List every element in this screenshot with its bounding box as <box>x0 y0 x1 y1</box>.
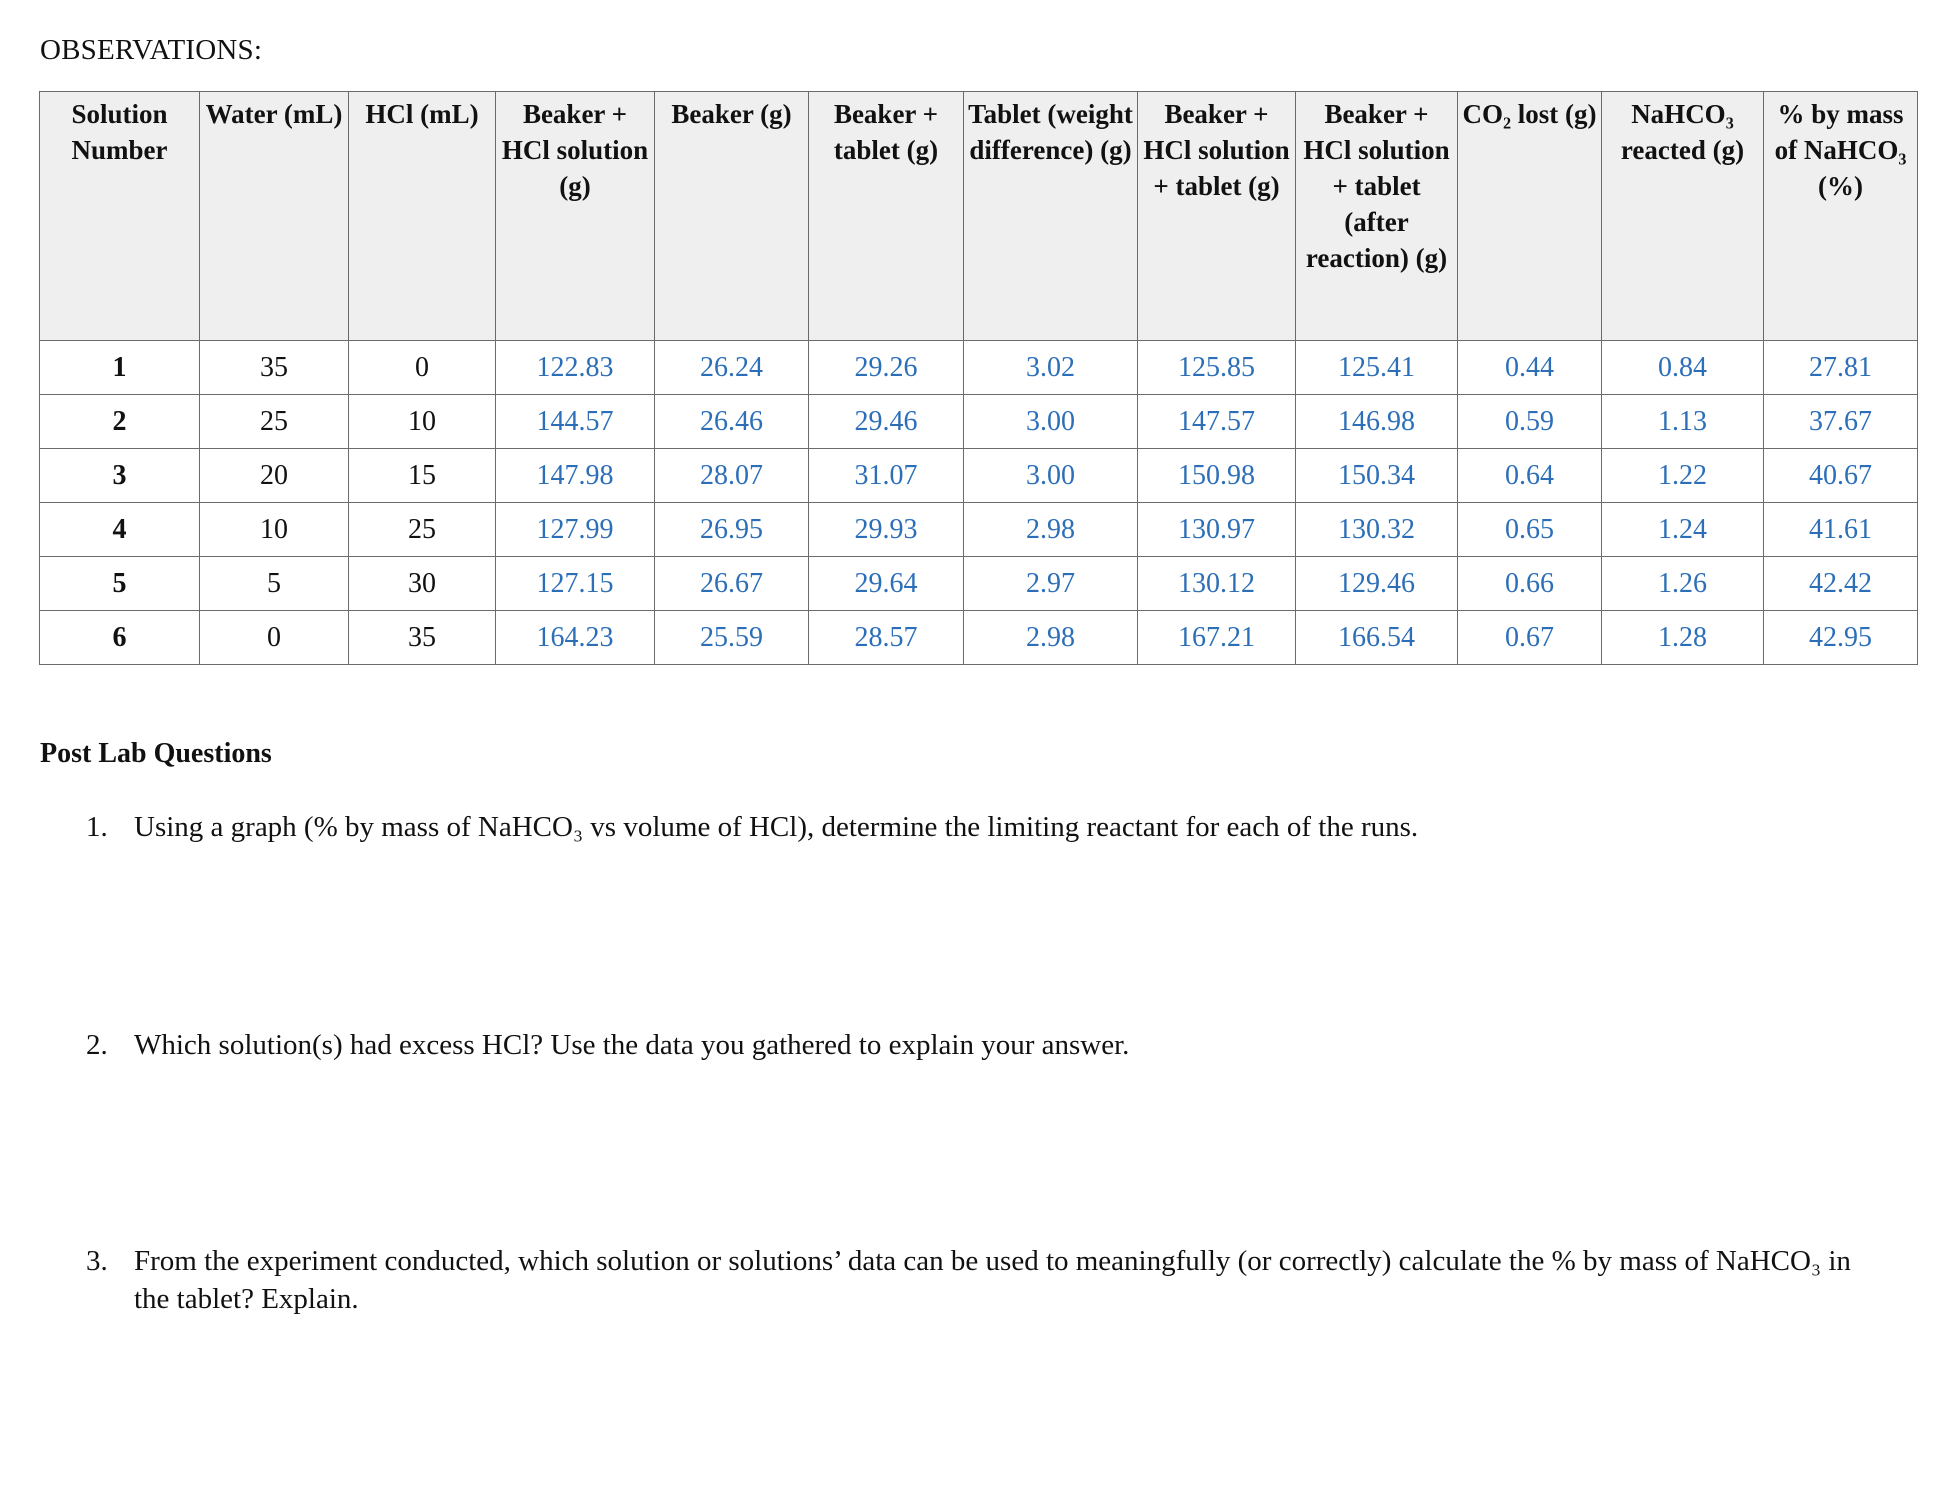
co2-lost-cell: 0.65 <box>1458 503 1602 557</box>
post-lab-heading: Post Lab Questions <box>40 738 272 769</box>
hcl-cell: 0 <box>349 341 496 395</box>
tablet-cell: 3.02 <box>964 341 1138 395</box>
solution-number-cell: 4 <box>40 503 200 557</box>
beaker-hcl-cell: 144.57 <box>496 395 655 449</box>
table-row <box>40 503 1918 557</box>
percent-mass-cell: 37.67 <box>1764 395 1918 449</box>
beaker-hcl-tablet-cell: 167.21 <box>1138 611 1296 665</box>
header-cell: CO₂ lost (g) <box>1458 92 1602 341</box>
percent-mass-cell: 41.61 <box>1764 503 1918 557</box>
beaker-cell: 25.59 <box>655 611 809 665</box>
table-row <box>40 449 1918 503</box>
tablet-cell: 2.98 <box>964 611 1138 665</box>
header-cell: Beaker (g) <box>655 92 809 341</box>
header-cell: Beaker + HCl solution + tablet (g) <box>1138 92 1296 341</box>
nahco3-reacted-cell: 1.22 <box>1602 449 1764 503</box>
solution-number-cell: 6 <box>40 611 200 665</box>
beaker-tablet-cell: 29.64 <box>809 557 964 611</box>
water-cell: 25 <box>200 395 349 449</box>
percent-mass-cell: 27.81 <box>1764 341 1918 395</box>
question-text: From the experiment conducted, which solution or solutions’ data can be used to meaningfully (or correctly) calculate the % by mass of NaHCO₃ in the tablet? Explain. <box>134 1245 1851 1315</box>
question-text: Using a graph (% by mass of NaHCO₃ vs volume of HCl), determine the limiting reactant for each of the runs. <box>134 811 1419 843</box>
question-number: 3. <box>86 1245 108 1277</box>
solution-number-cell: 1 <box>40 341 200 395</box>
after-reaction-cell: 130.32 <box>1296 503 1458 557</box>
hcl-cell: 30 <box>349 557 496 611</box>
after-reaction-cell: 166.54 <box>1296 611 1458 665</box>
beaker-hcl-cell: 127.99 <box>496 503 655 557</box>
beaker-hcl-tablet-cell: 150.98 <box>1138 449 1296 503</box>
table-row <box>40 395 1918 449</box>
beaker-tablet-cell: 28.57 <box>809 611 964 665</box>
header-cell: Solution Number <box>40 92 200 341</box>
co2-lost-cell: 0.64 <box>1458 449 1602 503</box>
question-number: 2. <box>86 1029 108 1061</box>
nahco3-reacted-cell: 1.26 <box>1602 557 1764 611</box>
beaker-hcl-cell: 164.23 <box>496 611 655 665</box>
water-cell: 5 <box>200 557 349 611</box>
header-cell: Beaker + HCl solution (g) <box>496 92 655 341</box>
beaker-cell: 28.07 <box>655 449 809 503</box>
beaker-hcl-cell: 127.15 <box>496 557 655 611</box>
beaker-cell: 26.95 <box>655 503 809 557</box>
beaker-cell: 26.67 <box>655 557 809 611</box>
co2-lost-cell: 0.59 <box>1458 395 1602 449</box>
hcl-cell: 15 <box>349 449 496 503</box>
co2-lost-cell: 0.66 <box>1458 557 1602 611</box>
beaker-tablet-cell: 29.46 <box>809 395 964 449</box>
header-cell: Water (mL) <box>200 92 349 341</box>
hcl-cell: 10 <box>349 395 496 449</box>
after-reaction-cell: 129.46 <box>1296 557 1458 611</box>
nahco3-reacted-cell: 1.13 <box>1602 395 1764 449</box>
after-reaction-cell: 150.34 <box>1296 449 1458 503</box>
beaker-cell: 26.24 <box>655 341 809 395</box>
header-cell: Beaker + HCl solution + tablet (after reaction) (g) <box>1296 92 1458 341</box>
header-cell: NaHCO₃ reacted (g) <box>1602 92 1764 341</box>
question-1 <box>86 808 1876 846</box>
header-row <box>40 92 1918 341</box>
question-2 <box>86 1026 1876 1064</box>
beaker-tablet-cell: 31.07 <box>809 449 964 503</box>
after-reaction-cell: 125.41 <box>1296 341 1458 395</box>
water-cell: 20 <box>200 449 349 503</box>
beaker-hcl-tablet-cell: 125.85 <box>1138 341 1296 395</box>
question-number: 1. <box>86 811 108 843</box>
observations-table <box>39 91 1918 665</box>
table-row <box>40 341 1918 395</box>
percent-mass-cell: 42.42 <box>1764 557 1918 611</box>
co2-lost-cell: 0.67 <box>1458 611 1602 665</box>
solution-number-cell: 3 <box>40 449 200 503</box>
solution-number-cell: 5 <box>40 557 200 611</box>
tablet-cell: 3.00 <box>964 395 1138 449</box>
question-text: Which solution(s) had excess HCl? Use the data you gathered to explain your answer. <box>134 1029 1130 1061</box>
nahco3-reacted-cell: 1.28 <box>1602 611 1764 665</box>
percent-mass-cell: 40.67 <box>1764 449 1918 503</box>
nahco3-reacted-cell: 1.24 <box>1602 503 1764 557</box>
header-cell: % by mass of NaHCO₃ (%) <box>1764 92 1918 341</box>
beaker-tablet-cell: 29.26 <box>809 341 964 395</box>
tablet-cell: 3.00 <box>964 449 1138 503</box>
water-cell: 35 <box>200 341 349 395</box>
beaker-hcl-tablet-cell: 130.97 <box>1138 503 1296 557</box>
beaker-hcl-cell: 147.98 <box>496 449 655 503</box>
header-cell: Beaker + tablet (g) <box>809 92 964 341</box>
solution-number-cell: 2 <box>40 395 200 449</box>
tablet-cell: 2.97 <box>964 557 1138 611</box>
water-cell: 0 <box>200 611 349 665</box>
tablet-cell: 2.98 <box>964 503 1138 557</box>
table-row <box>40 611 1918 665</box>
beaker-tablet-cell: 29.93 <box>809 503 964 557</box>
beaker-hcl-tablet-cell: 147.57 <box>1138 395 1296 449</box>
beaker-hcl-tablet-cell: 130.12 <box>1138 557 1296 611</box>
hcl-cell: 25 <box>349 503 496 557</box>
hcl-cell: 35 <box>349 611 496 665</box>
beaker-cell: 26.46 <box>655 395 809 449</box>
header-cell: HCl (mL) <box>349 92 496 341</box>
water-cell: 10 <box>200 503 349 557</box>
table-row <box>40 557 1918 611</box>
header-cell: Tablet (weight difference) (g) <box>964 92 1138 341</box>
question-3 <box>86 1242 1876 1318</box>
co2-lost-cell: 0.44 <box>1458 341 1602 395</box>
beaker-hcl-cell: 122.83 <box>496 341 655 395</box>
after-reaction-cell: 146.98 <box>1296 395 1458 449</box>
percent-mass-cell: 42.95 <box>1764 611 1918 665</box>
nahco3-reacted-cell: 0.84 <box>1602 341 1764 395</box>
observations-heading: OBSERVATIONS: <box>40 34 263 66</box>
